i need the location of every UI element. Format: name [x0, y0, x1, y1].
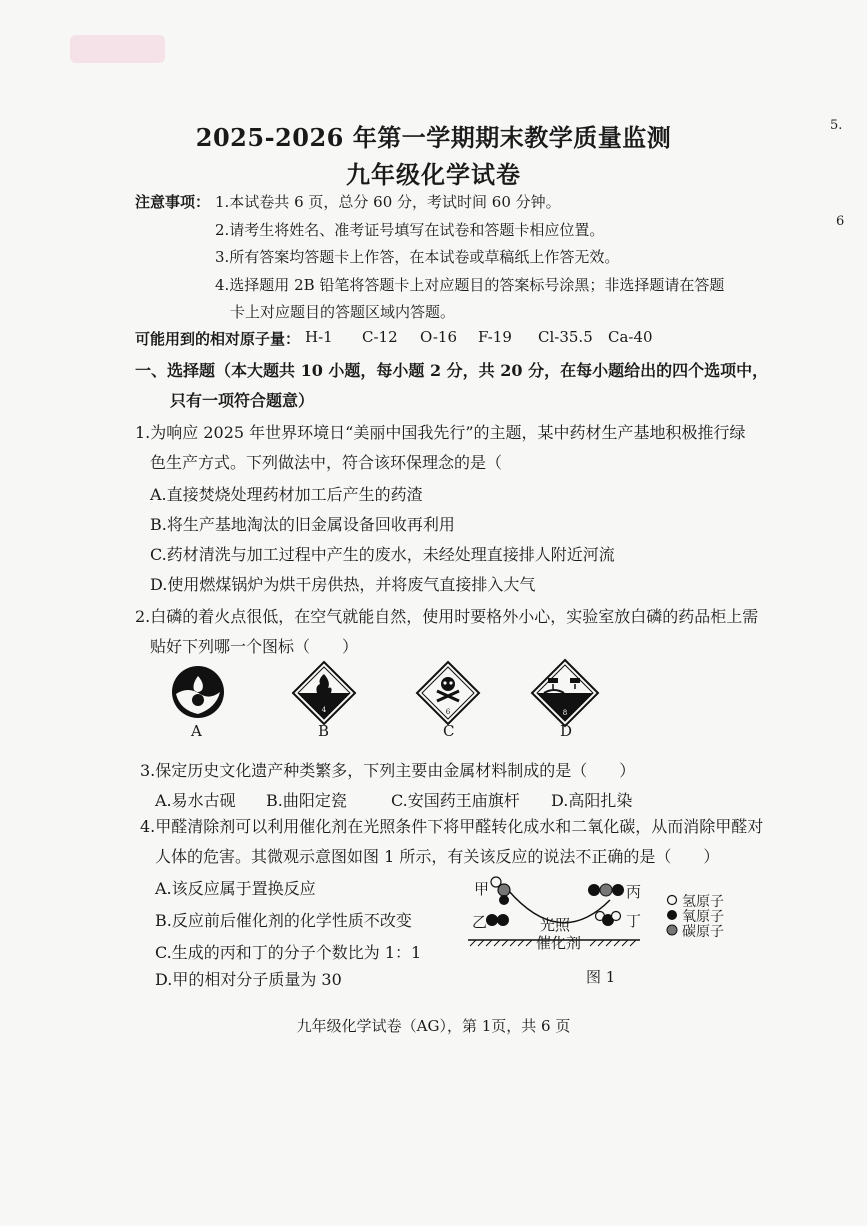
flammable-icon	[291, 660, 357, 730]
question-1-option-a: A.直接焚烧处理药材加工后产生的药渣	[150, 485, 423, 504]
corrosive-icon	[530, 658, 600, 732]
question-4-option-d: D.甲的相对分子质量为 30	[155, 970, 342, 989]
page-subtitle: 九年级化学试卷	[346, 160, 521, 189]
section-heading: 一、选择题（本大题共 10 小题，每小题 2 分，共 20 分，在每小题给出的四个选项中，	[135, 361, 769, 380]
question-2-stem-cont: 贴好下列哪一个图标（ ）	[150, 637, 359, 656]
notice-item: 2.请考生将姓名、准考证号填写在试卷和答题卡相应位置。	[215, 221, 605, 239]
question-3-stem: 3.保定历史文化遗产种类繁多，下列主要由金属材料制成的是（ ）	[140, 761, 636, 780]
question-4-option-c: C.生成的丙和丁的分子个数比为 1：1	[155, 943, 422, 962]
question-4-stem: 4.甲醛清除剂可以利用催化剂在光照条件下将甲醛转化成水和二氧化碳，从而消除甲醛对	[140, 817, 764, 836]
atomic-mass-ca: Ca-40	[608, 328, 653, 346]
page-footer: 九年级化学试卷（AG），第 1页，共 6 页	[296, 1017, 571, 1035]
notice-item: 卡上对应题目的答题区域内答题。	[230, 303, 456, 321]
figure-label-bing: 丙	[626, 883, 642, 901]
notice-item: 4.选择题用 2B 铅笔将答题卡上对应题目的答案标号涂黑；非选择题请在答题	[215, 276, 725, 294]
svg-text:4: 4	[321, 706, 327, 714]
question-4-stem-cont: 人体的危害。其微观示意图如图 1 所示，有关该反应的说法不正确的是（ ）	[155, 847, 720, 866]
question-4-option-b: B.反应前后催化剂的化学性质不改变	[155, 911, 412, 930]
question-1-option-b: B.将生产基地淘汰的旧金属设备回收再利用	[150, 515, 455, 534]
page-smudge	[70, 35, 165, 63]
atomic-mass-label: 可能用到的相对原子量：	[135, 330, 301, 348]
question-3-option-b: B.曲阳定瓷	[266, 791, 347, 810]
question-1-option-c: C.药材清洗与加工过程中产生的废水，未经处理直接排人附近河流	[150, 545, 615, 564]
svg-text:6: 6	[445, 708, 451, 716]
atomic-mass-cl: Cl-35.5	[538, 328, 593, 346]
figure-label-catalyst: 催化剂	[536, 934, 582, 952]
notice-item: 1.本试卷共 6 页，总分 60 分，考试时间 60 分钟。	[215, 193, 561, 211]
figure-label-light: 光照	[540, 916, 571, 934]
question-1-option-d: D.使用燃煤锅炉为烘干房供热，并将废气直接排入大气	[150, 575, 536, 594]
legend-carbon: 碳原子	[682, 924, 724, 940]
toxic-icon	[415, 660, 481, 730]
notice-label: 注意事项：	[135, 193, 211, 211]
atomic-mass-o: O-16	[420, 328, 458, 346]
legend-oxygen: 氧原子	[682, 909, 724, 925]
section-heading-cont: 只有一项符合题意）	[170, 391, 315, 410]
atomic-mass-f: F-19	[478, 328, 512, 346]
edge-text-right-1: 5.	[830, 118, 843, 133]
page-title: 2025-2026 年第一学期期末教学质量监测	[195, 123, 672, 152]
figure-label-yi: 乙	[472, 913, 488, 931]
legend-hydrogen: 氢原子	[682, 894, 724, 910]
question-4-option-a: A.该反应属于置换反应	[155, 879, 316, 898]
question-3-option-a: A.易水古砚	[155, 791, 236, 810]
sign-label-d: D	[560, 722, 573, 740]
notice-item: 3.所有答案均答题卡上作答，在本试卷或草稿纸上作答无效。	[215, 248, 620, 266]
edge-text-right-2: 6	[836, 214, 845, 229]
question-3-option-c: C.安国药王庙旗杆	[391, 791, 520, 810]
atomic-mass-h: H-1	[305, 328, 333, 346]
figure-label-ding: 丁	[626, 912, 642, 930]
question-1-stem-cont: 色生产方式。下列做法中，符合该环保理念的是（	[150, 453, 503, 472]
atomic-mass-c: C-12	[362, 328, 398, 346]
question-3-option-d: D.高阳扎染	[551, 791, 633, 810]
sign-label-b: B	[318, 722, 330, 740]
question-1-stem: 1.为响应 2025 年世界环境日“美丽中国我先行”的主题，某中药材生产基地积极推行绿	[135, 423, 746, 442]
figure-label-jia: 甲	[474, 880, 490, 898]
figure-caption: 图 1	[586, 968, 616, 986]
question-2-stem: 2.白磷的着火点很低，在空气就能自然，使用时要格外小心，实验室放白磷的药品柜上需	[135, 607, 759, 626]
svg-text:8: 8	[562, 709, 568, 717]
sign-label-c: C	[443, 722, 455, 740]
reaction-diagram	[460, 870, 740, 986]
sign-label-a: A	[191, 722, 202, 740]
water-saving-icon	[170, 664, 226, 724]
